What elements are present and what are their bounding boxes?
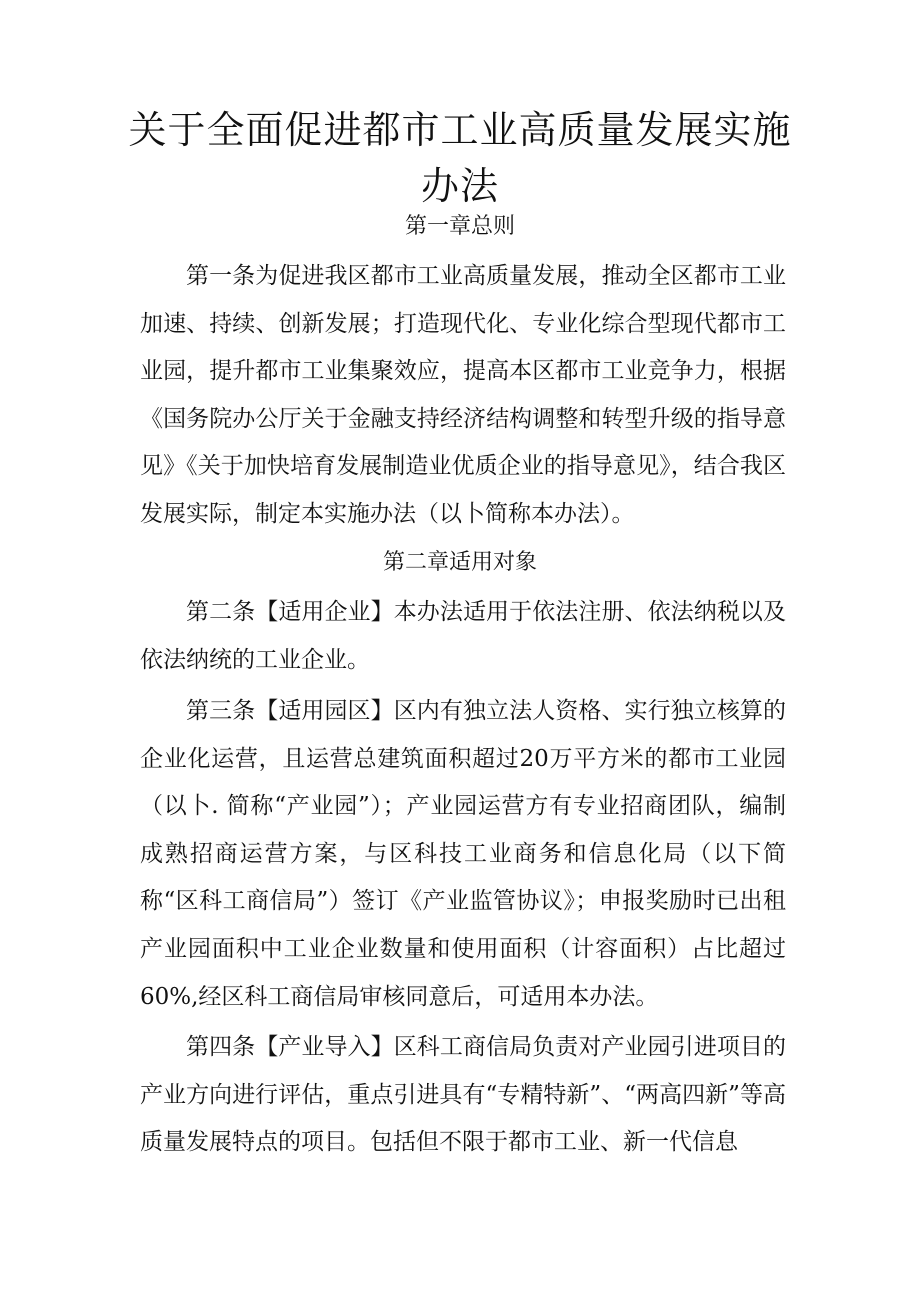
article-4-paragraph: 第四条【产业导入】区科工商信局负责对产业园引进项目的产业方向进行评估，重点引进具有“专精特新”、“两高四新”等高质量发展特点的项目。包括但不限于都市工业、新一代信息 xyxy=(140,1034,786,1156)
chapter-1-heading: 第一章总则 xyxy=(404,214,515,239)
article-2-paragraph: 第二条【适用企业】本办法适用于依法注册、依法纳税以及依法纳统的工业企业。 xyxy=(140,599,786,673)
document-title: 关于全面促进都市工业高质量发展实施办法 xyxy=(128,108,792,208)
article-3-paragraph: 第三条【适用园区】区内有独立法人资格、实行独立核算的企业化运营，且运营总建筑面积超过20万平方米的都市工业园（以卜. 简称“产业园”）；产业园运营方有专业招商团队，编制成熟招商运营方案，与区科技工业商务和信息化局（以下简称“区科工商信局”）签订《产业监管协议》；申报奖励时已出租产业园面积中工业企业数量和使用面积（计容面积）占比超过60%,经区科工商信局审核同意后，可适用本办法。 xyxy=(140,698,786,1010)
chapter-2-heading: 第二章适用对象 xyxy=(382,550,537,575)
article-1-paragraph: 第一条为促进我区都市工业高质量发展，推动全区都市工业加速、持续、创新发展；打造现代化、专业化综合型现代都市工业园，提升都市工业集聚效应，提高本区都市工业竞争力，根据《国务院办公厅关于金融支持经济结构调整和转型升级的指导意见》《关于加快培育发展制造业优质企业的指导意见》，结合我区发展实际，制定本实施办法（以卜简称本办法）。 xyxy=(140,263,786,527)
